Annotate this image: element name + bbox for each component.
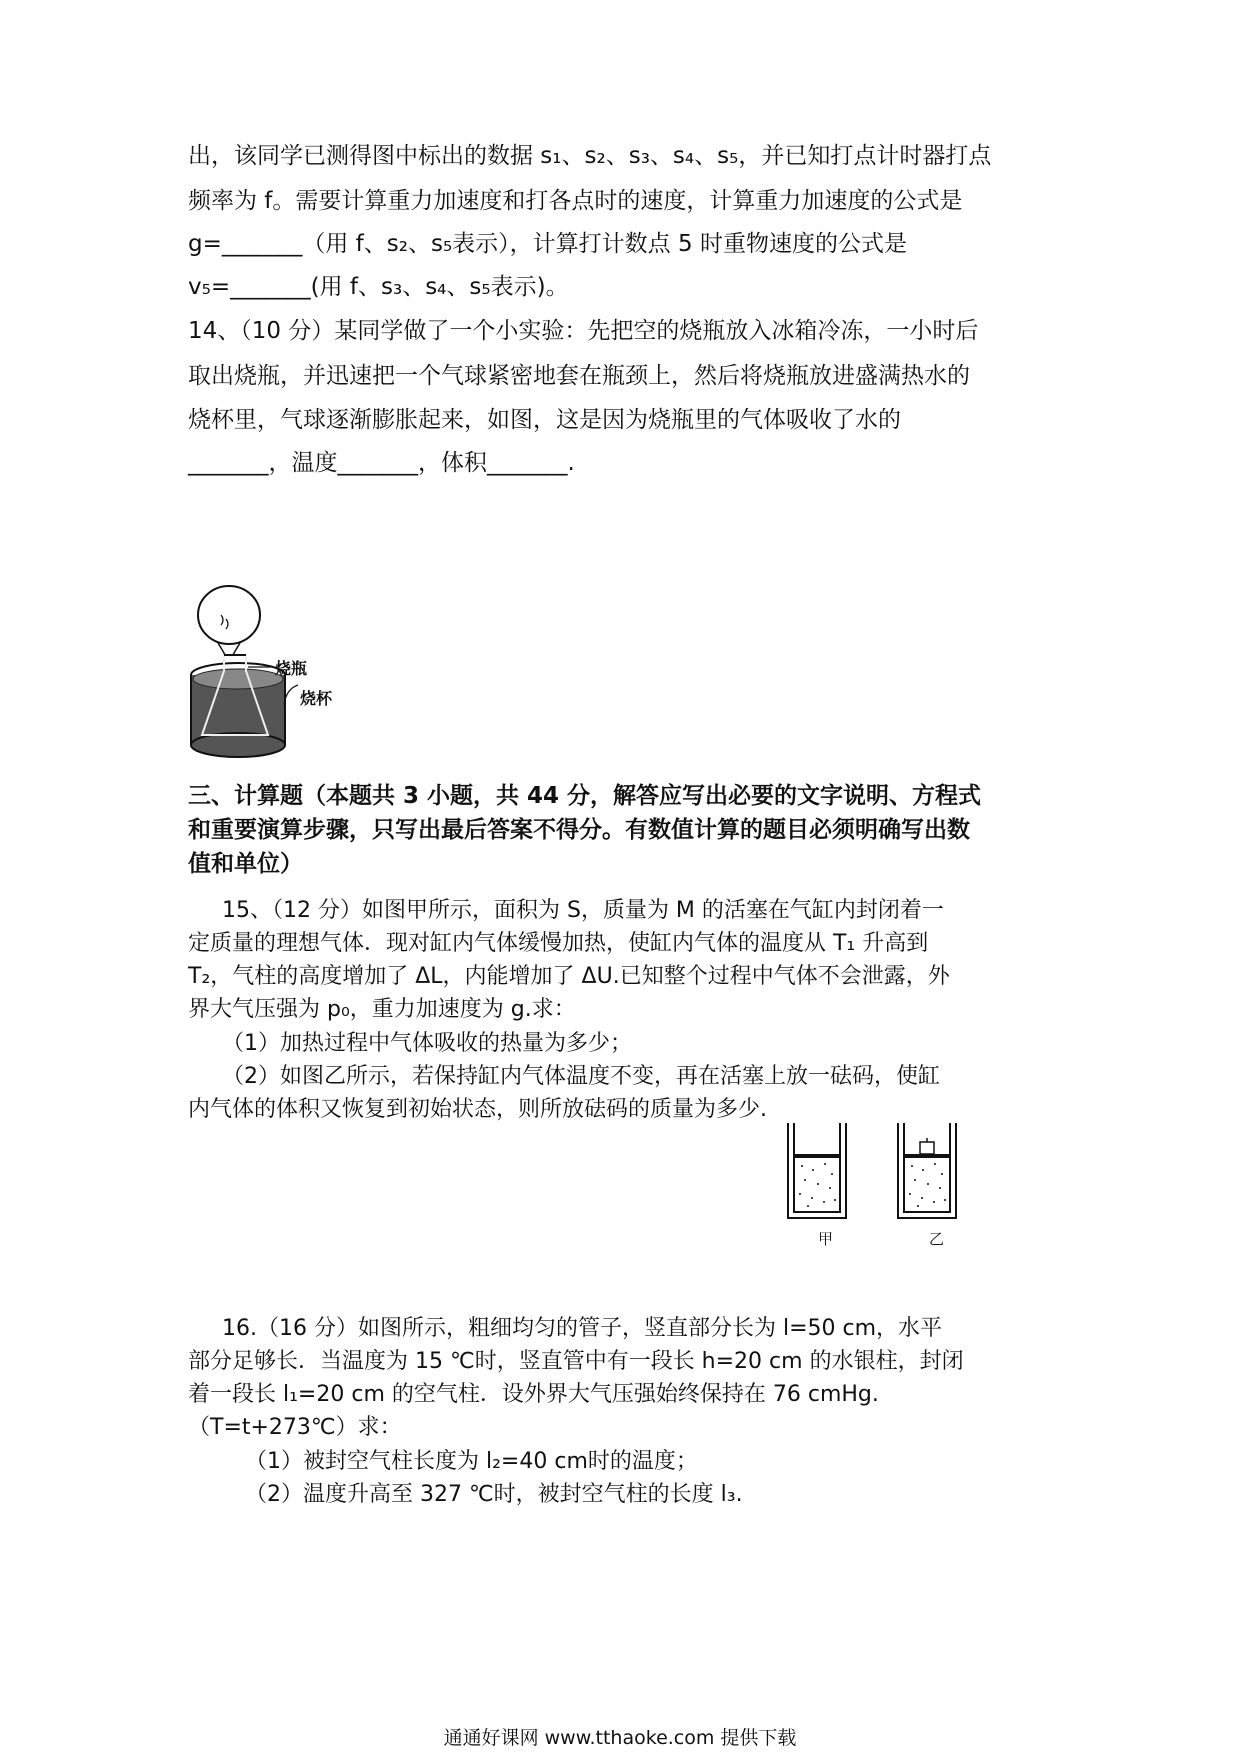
q14-line-1: 14、（10 分）某同学做了一个小实验：先把空的烧瓶放入冰箱冷冻，一小时后 (188, 318, 979, 344)
q15-sub-2a: （2）如图乙所示，若保持缸内气体温度不变，再在活塞上放一砝码，使缸 (222, 1064, 940, 1089)
q13-line-3: g=_______（用 f、s₂、s₅表示），计算打计数点 5 时重物速度的公式是 (188, 231, 907, 257)
q16-line-1: 16.（16 分）如图所示，粗细均匀的管子，竖直部分长为 l=50 cm，水平 (222, 1316, 943, 1341)
q14-line-3: 烧杯里，气球逐渐膨胀起来，如图，这是因为烧瓶里的气体吸收了水的 (188, 407, 901, 433)
q16-line-3: 着一段长 l₁=20 cm 的空气柱．设外界大气压强始终保持在 76 cmHg. (188, 1382, 879, 1407)
section-heading-line-3: 值和单位） (188, 851, 303, 877)
figure-label-jia: 甲 (818, 1230, 834, 1248)
q14-line-2: 取出烧瓶，并迅速把一个气球紧密地套在瓶颈上，然后将烧瓶放进盛满热水的 (188, 363, 970, 389)
figure-label-flask: 烧瓶 (275, 659, 308, 678)
cylinder-a (788, 1123, 846, 1218)
q14-line-4: _______，温度_______，体积_______. (188, 450, 575, 476)
q16-line-4: （T=t+273℃）求： (188, 1415, 402, 1440)
q15-sub-1: （1）加热过程中气体吸收的热量为多少； (222, 1031, 632, 1056)
q13-line-2: 频率为 f。需要计算重力加速度和打各点时的速度，计算重力加速度的公式是 (188, 188, 963, 214)
q16-sub-2: （2）温度升高至 327 ℃时，被封空气柱的长度 l₃. (245, 1482, 743, 1507)
figure-label-beaker: 烧杯 (300, 689, 333, 708)
q15-sub-2b: 内气体的体积又恢复到初始状态，则所放砝码的质量为多少. (188, 1097, 767, 1122)
q13-line-4: v₅=_______(用 f、s₃、s₄、s₅表示)。 (188, 274, 569, 300)
page-footer: 通通好课网 www.tthaoke.com 提供下载 (443, 1727, 797, 1749)
q15-line-3: T₂，气柱的高度增加了 ΔL，内能增加了 ΔU.已知整个过程中气体不会泄露，外 (188, 964, 950, 989)
q15-line-1: 15、（12 分）如图甲所示，面积为 S，质量为 M 的活塞在气缸内封闭着一 (222, 898, 944, 923)
cylinder-b (898, 1123, 956, 1218)
cylinder-figure (780, 1118, 1010, 1238)
section-heading-line-1: 三、计算题（本题共 3 小题，共 44 分，解答应写出必要的文字说明、方程式 (188, 783, 982, 809)
q15-line-2: 定质量的理想气体．现对缸内气体缓慢加热，使缸内气体的温度从 T₁ 升高到 (188, 931, 929, 956)
figure-label-yi: 乙 (929, 1230, 945, 1248)
q15-line-4: 界大气压强为 p₀，重力加速度为 g.求： (188, 997, 576, 1022)
q13-line-1: 出，该同学已测得图中标出的数据 s₁、s₂、s₃、s₄、s₅，并已知打点计时器打点 (188, 143, 992, 169)
section-heading-line-2: 和重要演算步骤，只写出最后答案不得分。有数值计算的题目必须明确写出数 (188, 817, 970, 843)
q16-sub-1: （1）被封空气柱长度为 l₂=40 cm时的温度； (245, 1449, 698, 1474)
q16-line-2: 部分足够长．当温度为 15 ℃时，竖直管中有一段长 h=20 cm 的水银柱，封闭 (188, 1349, 964, 1374)
